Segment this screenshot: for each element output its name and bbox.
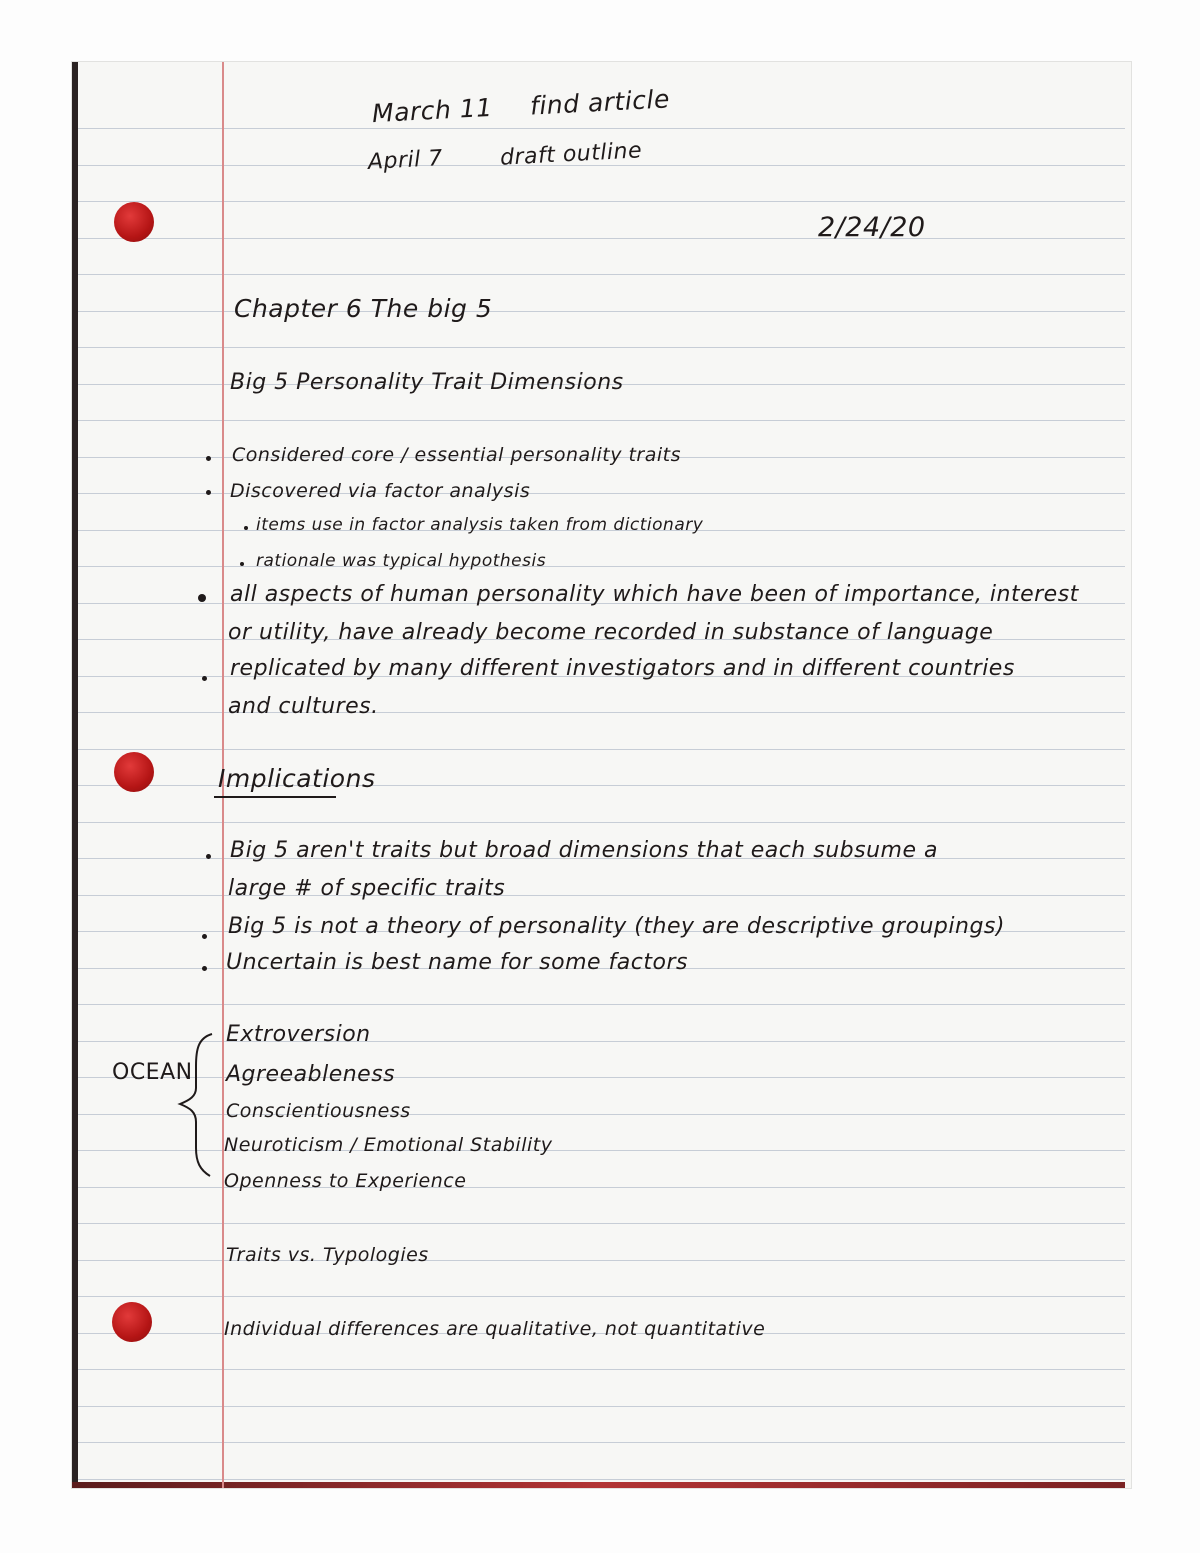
implications-heading: Implications bbox=[218, 764, 376, 793]
bullet-dot bbox=[202, 934, 207, 939]
bullet-dot bbox=[202, 966, 207, 971]
individual-differences: Individual differences are qualitative, not quantitative bbox=[224, 1318, 766, 1340]
ruled-line bbox=[78, 749, 1125, 750]
trait-bullet-2: Discovered via factor analysis bbox=[230, 480, 531, 502]
ruled-line bbox=[78, 1406, 1125, 1407]
ruled-line bbox=[78, 420, 1125, 421]
note-date: 2/24/20 bbox=[818, 212, 926, 243]
section-heading: Big 5 Personality Trait Dimensions bbox=[230, 370, 624, 395]
trait-bullet-3-line-2: or utility, have already become recorded in substance of language bbox=[228, 620, 994, 645]
ruled-line bbox=[78, 1004, 1125, 1005]
ocean-item-extroversion: Extroversion bbox=[226, 1022, 371, 1047]
binder-hole-middle bbox=[114, 752, 154, 792]
bullet-dot bbox=[202, 676, 207, 681]
implication-3: Uncertain is best name for some factors bbox=[226, 950, 688, 975]
binder-hole-top bbox=[114, 202, 154, 242]
schedule-task-1: find article bbox=[529, 84, 671, 121]
sub-bullet-dot bbox=[240, 562, 244, 566]
sub-bullet-dot bbox=[244, 526, 248, 530]
ruled-line bbox=[78, 201, 1125, 202]
ruled-line bbox=[78, 128, 1125, 129]
trait-bullet-4-line-2: and cultures. bbox=[228, 694, 379, 719]
implication-2: Big 5 is not a theory of personality (they are descriptive groupings) bbox=[228, 914, 1005, 939]
ruled-line bbox=[78, 1296, 1125, 1297]
ruled-line bbox=[78, 347, 1125, 348]
ruled-line bbox=[78, 822, 1125, 823]
bullet-dot bbox=[206, 456, 211, 461]
binder-hole-bottom bbox=[112, 1302, 152, 1342]
schedule-task-2: draft outline bbox=[499, 138, 643, 171]
implications-underline bbox=[214, 796, 336, 798]
ocean-item-conscientiousness: Conscientiousness bbox=[226, 1100, 411, 1122]
traits-vs-typologies: Traits vs. Typologies bbox=[226, 1244, 429, 1266]
bullet-dot bbox=[206, 854, 211, 859]
ocean-item-openness: Openness to Experience bbox=[224, 1170, 467, 1192]
ruled-line bbox=[78, 1442, 1125, 1443]
bullet-dot bbox=[198, 594, 206, 602]
ocean-item-neuroticism: Neuroticism / Emotional Stability bbox=[224, 1134, 553, 1156]
ruled-line bbox=[78, 1369, 1125, 1370]
paper-bottom-edge bbox=[72, 1482, 1125, 1488]
ocean-item-agreeableness: Agreeableness bbox=[226, 1062, 396, 1087]
ruled-line bbox=[78, 238, 1125, 239]
chapter-title: Chapter 6 The big 5 bbox=[234, 294, 493, 323]
trait-bullet-4-line-1: replicated by many different investigators and in different countries bbox=[230, 656, 1015, 681]
schedule-date-2: April 7 bbox=[367, 146, 444, 175]
brace-icon bbox=[176, 1030, 216, 1180]
ruled-line bbox=[78, 1223, 1125, 1224]
ruled-line bbox=[78, 566, 1125, 567]
ocean-label: OCEAN bbox=[112, 1060, 193, 1085]
trait-sub-bullet-2: rationale was typical hypothesis bbox=[256, 551, 547, 571]
bullet-dot bbox=[206, 490, 211, 495]
trait-bullet-1: Considered core / essential personality traits bbox=[232, 444, 682, 466]
ruled-line bbox=[78, 274, 1125, 275]
schedule-date-1: March 11 bbox=[371, 92, 494, 129]
trait-sub-bullet-1: items use in factor analysis taken from dictionary bbox=[256, 515, 704, 535]
ruled-line bbox=[78, 1479, 1125, 1480]
implication-1-line-1: Big 5 aren't traits but broad dimensions that each subsume a bbox=[230, 838, 938, 863]
implication-1-line-2: large # of specific traits bbox=[228, 876, 506, 901]
trait-bullet-3-line-1: all aspects of human personality which have been of importance, interest bbox=[230, 582, 1079, 607]
